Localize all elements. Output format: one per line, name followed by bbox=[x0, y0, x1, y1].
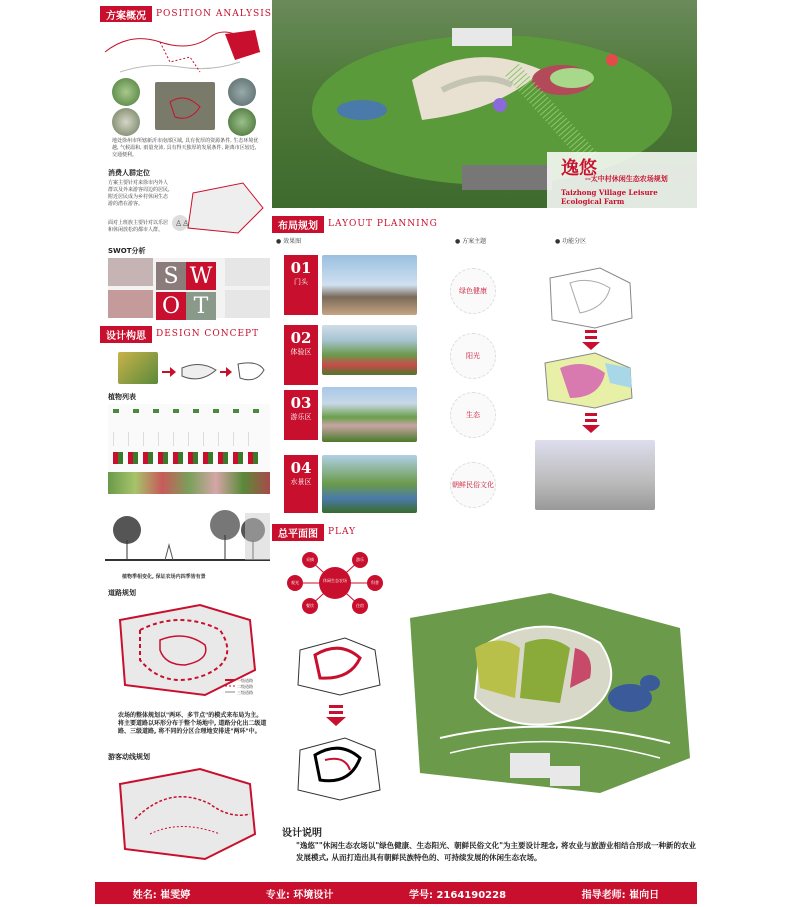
hero-render bbox=[272, 0, 697, 208]
layout-title-en: LAYOUT PLANNING bbox=[328, 219, 438, 229]
plan-title-en: PLAY bbox=[328, 527, 357, 537]
col-zone: ● 功能分区 bbox=[555, 238, 587, 245]
theme-4: 朝鲜民俗文化 bbox=[450, 462, 496, 508]
consumer-text-2: 面对上班族主要针对以乐居和休闲放松的都市人群。 bbox=[108, 220, 169, 233]
position-title: 方案概况 bbox=[100, 6, 152, 23]
consumer-text-1: 方案主要针对来徐市内外人群以及外来游客周边的居民, 附近居民成为乡村休闲生态游的潜在游客。 bbox=[108, 180, 170, 207]
location-map bbox=[100, 22, 270, 82]
hero-subtitle: --太中村休闲生态农场规划 bbox=[585, 175, 668, 183]
item-02: 02 体验区 bbox=[284, 325, 318, 385]
mindmap-node-3: 观光 bbox=[291, 580, 299, 585]
swot-title: SWOT分析 bbox=[108, 247, 146, 255]
hero-en: Taizhong Village Leisure Ecological Farm bbox=[561, 188, 658, 206]
effect-photo-4 bbox=[322, 455, 417, 513]
consumer-title: 消费人群定位 bbox=[108, 169, 150, 177]
mindmap-node-4: 科普 bbox=[371, 580, 379, 585]
footer-teacher: 指导老师: 崔向日 bbox=[581, 889, 660, 901]
mindmap-node-1: 采摘 bbox=[306, 557, 314, 562]
mindmap-node-5: 餐饮 bbox=[306, 603, 314, 608]
mindmap-center: 休闲生态农场 bbox=[323, 578, 347, 583]
plan-header bbox=[272, 524, 356, 540]
desc-text: "逸悠""休闲生态农场以"绿色健康、生态阳光、朝鲜民俗文化"为主要设计理念, 将农业与旅游业相结合形成一种新的农业发展模式, 从而打造出具有朝鲜民族特色的、可持续发展的休闲生态农场。 bbox=[296, 841, 696, 862]
swot-o: O bbox=[156, 292, 186, 320]
road-legend-2: 二级道路 bbox=[237, 684, 253, 689]
concept-evolution bbox=[160, 360, 270, 386]
site-photo-3 bbox=[228, 78, 256, 106]
concept-header bbox=[100, 326, 259, 342]
swot-t: T bbox=[186, 292, 216, 320]
plan-title: 总平面图 bbox=[272, 524, 324, 541]
svg-text:♙♙: ♙♙ bbox=[175, 219, 190, 228]
site-photo-4 bbox=[228, 108, 256, 136]
swot-w: W bbox=[186, 262, 216, 290]
hero-title-box bbox=[547, 152, 697, 208]
item-01: 01 门头 bbox=[284, 255, 318, 315]
layout-header bbox=[272, 216, 438, 232]
zone-render bbox=[535, 440, 655, 510]
footer-id: 学号: 2164190228 bbox=[408, 889, 507, 901]
satellite-photo bbox=[155, 82, 215, 130]
flow-title: 游客动线规划 bbox=[108, 753, 150, 761]
hero-title: 逸悠 bbox=[561, 158, 597, 179]
item-03: 03 游乐区 bbox=[284, 390, 318, 440]
flow-map bbox=[110, 764, 260, 864]
road-title: 道路规划 bbox=[108, 589, 136, 597]
concept-title-en: DESIGN CONCEPT bbox=[156, 329, 260, 339]
road-legend-3: 三级道路 bbox=[237, 690, 253, 695]
road-text: 农场的整体规划以"两环、多节点"的模式来布局为主。将主要道路以环形分布于整个场地中, 道路分化出二级道路、三级道路, 将不同的分区合理地安排进"两环"中。 bbox=[118, 712, 267, 735]
item-04: 04 水景区 bbox=[284, 455, 318, 513]
concept-photo bbox=[118, 352, 158, 384]
position-title-en: POSITION ANALYSIS bbox=[156, 9, 272, 19]
theme-1: 绿色健康 bbox=[450, 268, 496, 314]
plant-elevation bbox=[105, 505, 270, 567]
consumer-map bbox=[168, 178, 268, 238]
plant-caption: 植物季相变化, 保证农场内四季皆有景 bbox=[122, 574, 206, 580]
effect-photo-2 bbox=[322, 325, 417, 375]
site-photo-2 bbox=[112, 108, 140, 136]
zone-diagrams bbox=[540, 258, 640, 468]
site-photo-1 bbox=[112, 78, 140, 106]
effect-photo-1 bbox=[322, 255, 417, 315]
swot-s: S bbox=[156, 262, 186, 290]
footer-major: 专业: 环境设计 bbox=[265, 889, 334, 901]
mindmap-node-6: 住宿 bbox=[356, 603, 364, 608]
plants-title: 植物列表 bbox=[108, 393, 136, 401]
site-text: 地处徐州市所辖新沂市南部区域, 具有优厚的资源条件, 生态环境优越, 气候温和, 雨量充沛, 具有得天独厚的发展条件, 距离市区较近, 交通便利。 bbox=[112, 138, 259, 158]
master-plan bbox=[400, 588, 695, 798]
plant-table bbox=[108, 404, 270, 494]
theme-2: 阳光 bbox=[450, 333, 496, 379]
concept-title: 设计构思 bbox=[100, 326, 152, 343]
layout-title: 布局规划 bbox=[272, 216, 324, 233]
road-legend-1: 一级道路 bbox=[237, 678, 253, 683]
mindmap-node-2: 游乐 bbox=[356, 557, 364, 562]
theme-3: 生态 bbox=[450, 392, 496, 438]
col-effect: ● 效果图 bbox=[276, 238, 302, 245]
position-header bbox=[100, 6, 272, 22]
footer-bar bbox=[95, 882, 697, 904]
circulation-diagrams bbox=[290, 630, 390, 810]
footer-name: 姓名: 崔雯婷 bbox=[132, 889, 191, 901]
desc-title: 设计说明 bbox=[282, 828, 322, 839]
effect-photo-3 bbox=[322, 387, 417, 442]
col-theme: ● 方案主题 bbox=[455, 238, 487, 245]
